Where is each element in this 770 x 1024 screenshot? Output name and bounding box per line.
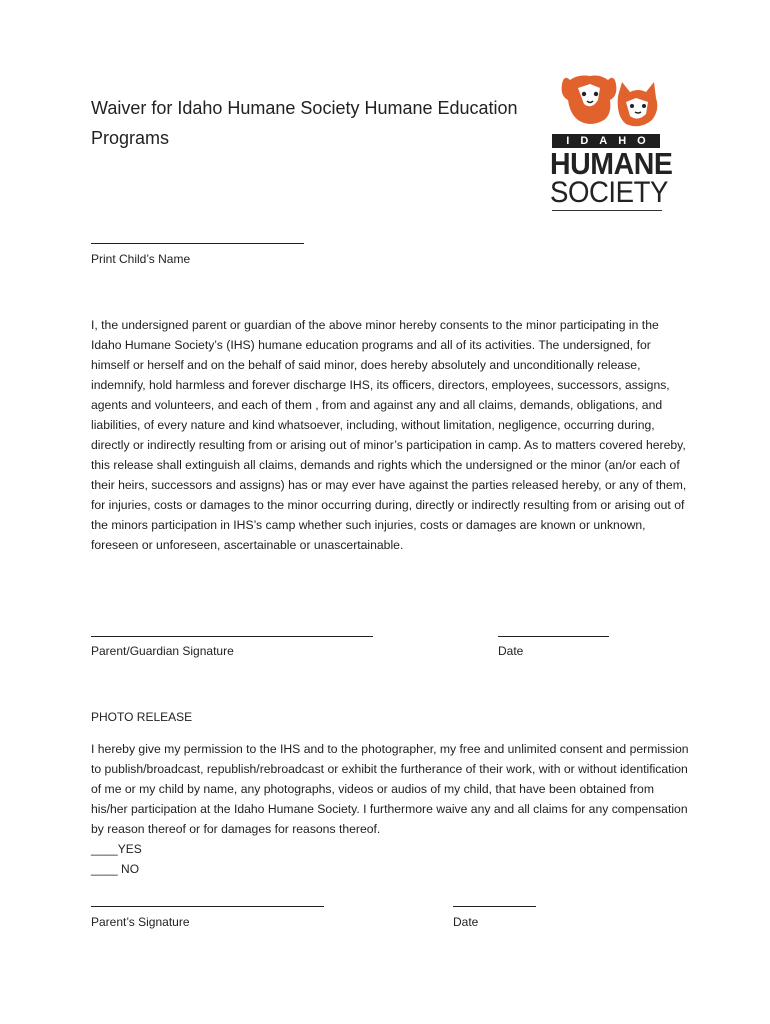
date-line-1[interactable]	[498, 636, 609, 637]
no-option[interactable]: ____ NO	[91, 862, 140, 876]
parent-signature-label: Parent’s Signature	[91, 915, 190, 929]
document-title: Waiver for Idaho Humane Society Humane Education Programs	[91, 98, 518, 148]
photo-release-paragraph: I hereby give my permission to the IHS and to the photographer, my free and unlimited consent and permission to publish/broadcast, republish/rebroadcast or exhibit the furtherance of their work, with or without identification of me or my child by name, any photographs, videos or audios of my child, that have been obtained from his/her participation at the Idaho Humane Society. I furthermore waive any and all claims for any compensation by reason thereof or for damages for reasons thereof.	[91, 742, 689, 836]
child-name-line[interactable]	[91, 243, 304, 244]
idaho-humane-society-logo	[548, 70, 673, 216]
parent-signature-line[interactable]	[91, 906, 324, 907]
logo-idaho-bar: IDAHO	[552, 134, 660, 148]
yes-option[interactable]: ____YES	[91, 842, 142, 856]
logo-humane-text: HUMANE	[550, 146, 673, 181]
logo-society-text: SOCIETY	[550, 176, 668, 209]
guardian-signature-label: Parent/Guardian Signature	[91, 644, 234, 658]
date-line-2[interactable]	[453, 906, 536, 907]
date-label-1: Date	[498, 644, 524, 658]
guardian-signature-line[interactable]	[91, 636, 373, 637]
photo-release-heading: PHOTO RELEASE	[91, 710, 193, 724]
waiver-paragraph: I, the undersigned parent or guardian of the above minor hereby consents to the minor participating in the Idaho Humane Society’s (IHS) humane education programs and all of its activities. The undersigned, for himself or herself and on the behalf of said minor, does hereby absolutely and unconditionally release, indemnify, hold harmless and forever discharge IHS, its officers, directors, employees, successors, assigns, agents and volunteers, and each of them , from and against any and all claims, demands, obligations, and liabilities, of every nature and kind whatsoever, including, without limitation, negligence, occurring during, directly or indirectly resulting from or arising out of minor’s participation in camp. As to matters covered hereby, this release shall extinguish all claims, demands and rights which the undersigned or the minor (an/or each of their heirs, successors and assigns) has or may ever have against the parties released hereby, or any of them, for injuries, costs or damages to the minor occurring during, directly or indirectly resulting from or arising out of the minors participation in IHS’s camp whether such injuries, costs or damages are known or unknown, foreseen or unforeseen, ascertainable or unascertainable.	[91, 318, 687, 552]
date-label-2: Date	[453, 915, 479, 929]
dog-and-cat-icon	[556, 70, 660, 130]
logo-underline	[552, 210, 662, 211]
child-name-label: Print Child’s Name	[91, 252, 191, 266]
